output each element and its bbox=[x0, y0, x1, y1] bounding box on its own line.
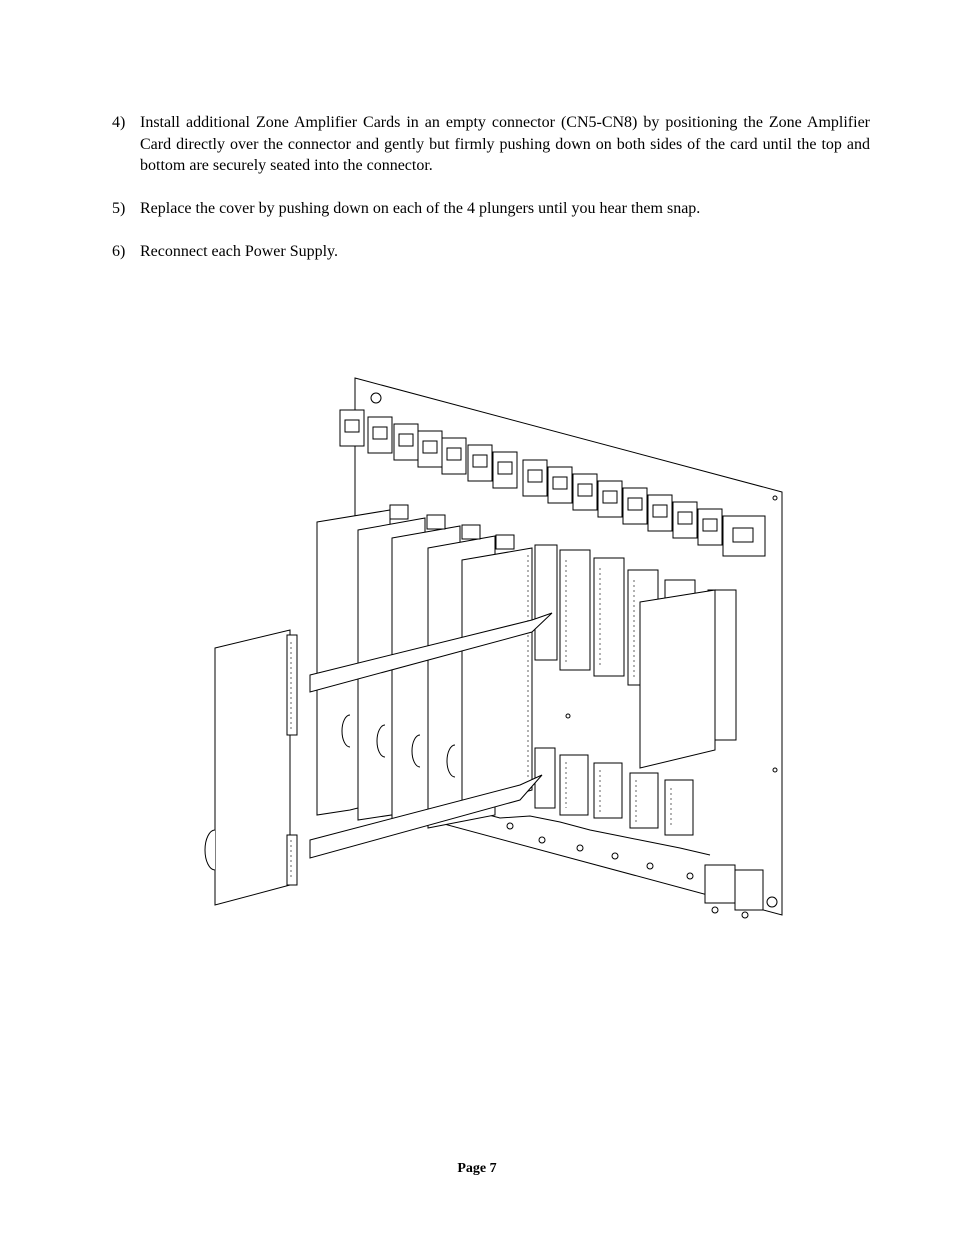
instruction-step-6 bbox=[112, 241, 870, 263]
circuit-board-illustration bbox=[190, 370, 790, 920]
step-number: 6) bbox=[112, 243, 126, 260]
circuit-board-with-amplifier-cards-icon bbox=[190, 370, 790, 920]
step-number: 4) bbox=[112, 114, 126, 131]
instruction-list bbox=[112, 112, 870, 284]
step-number: 5) bbox=[112, 200, 126, 217]
instruction-step-4 bbox=[112, 112, 870, 177]
step-text: Install additional Zone Amplifier Cards in an empty connector (CN5-CN8) by positioning the Zone Amplifier Card directly over the connector and gently but firmly pushing down on both sides of the card until the top and bottom are securely seated into the connector. bbox=[140, 114, 870, 174]
page-number: Page 7 bbox=[457, 1161, 497, 1176]
step-text: Reconnect each Power Supply. bbox=[140, 243, 339, 260]
instruction-step-5 bbox=[112, 198, 870, 220]
step-text: Replace the cover by pushing down on each of the 4 plungers until you hear them snap. bbox=[140, 200, 701, 217]
